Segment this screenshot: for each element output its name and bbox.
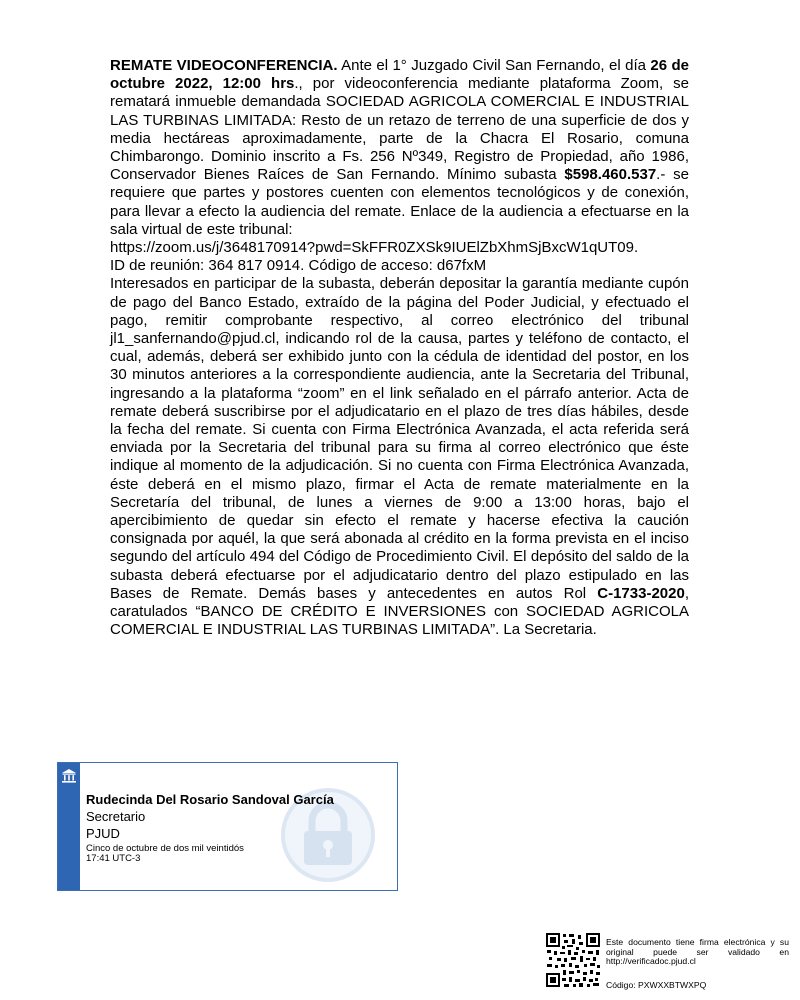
signature-date: Cinco de octubre de dos mil veintidós: [86, 843, 244, 854]
signer-org: PJUD: [86, 826, 120, 841]
minimum-bid: $598.460.537: [564, 166, 657, 184]
bank-icon: [61, 768, 77, 789]
document-body: [110, 57, 689, 640]
bidders-paragraph: Interesados en participar de la subasta, deberán depositar la garantía mediante cupón de pago del Banco Estado, extraído de la página del Poder Judicial, y efectuado el pago, remitir comprobante respectivo, al correo electrónico del tribunal jl1_sanfernando@pjud.cl, indicando rol de la causa, partes y teléfono de contacto, el cual, además, deberá ser exhibido junto con la cédula de identidad del postor, en los 30 minutos anteriores a la correspondiente audiencia, ante la Secretaria del Tribunal, ingresando a la plataforma “zoom” en el link señalado en el párrafo anterior. Acta de remate deberá suscribirse por el adjudicatario en el plazo de tres días hábiles, desde la fecha del remate. Si cuenta con Firma Electrónica Avanzada, el acta referida será enviada por la Secretaria del tribunal para su firma al correo electrónico que éste indique al momento de la adjudicación. Si no cuenta con Firma Electrónica Avanzada, éste deberá en el mismo plazo, firmar el Acta de remate materialmente en la Secretaría del tribunal, de lunes a viernes de 9:00 a 13:00 horas, bajo el apercibimiento de quedar sin efecto el remate y hacerse efectiva la caución consignada por aquél, la que será abonada al crédito en la forma prevista en el inciso segundo del artículo 494 del Código de Procedimiento Civil. El depósito del saldo de la subasta deberá efectuarse por el adjudicatario dentro del plazo estipulado en las Bases de Remate. Demás bases y antecedentes en autos Rol C-1733-2020, caratulados “BANCO DE CRÉDITO E INVERSIONES con SOCIEDAD AGRICOLA COMERCIAL E INDUSTRIAL LAS TURBINAS LIMITADA”. La Secretaria.: [110, 275, 689, 639]
meeting-info: ID de reunión: 364 817 0914. Código de acceso: d67fxM: [110, 257, 487, 275]
case-rol: C-1733-2020: [597, 584, 685, 602]
signature-stripe: [58, 763, 80, 890]
auction-date: 26 de octubre 2022, 12:00 hrs: [110, 57, 690, 93]
signer-name: Rudecinda Del Rosario Sandoval García: [86, 792, 334, 807]
verification-code: Código: PXWXXBTWXPQ: [606, 980, 707, 990]
qr-code-icon: [545, 932, 601, 993]
zoom-link[interactable]: https://zoom.us/j/3648170914?pwd=SkFFR0ZXSk9IUElZbXhmSjBxcW1qUT09.: [110, 239, 639, 257]
signature-box: [57, 762, 398, 891]
signature-details: [86, 792, 334, 864]
verification-notice: Este documento tiene firma electrónica y su original puede ser validado en http://verificadoc.pjud.cl: [606, 937, 789, 967]
signer-role: Secretario: [86, 809, 146, 824]
auction-heading: REMATE VIDEOCONFERENCIA.: [110, 57, 338, 74]
signature-time: 17:41 UTC-3: [86, 853, 141, 864]
auction-paragraph: REMATE VIDEOCONFERENCIA. Ante el 1° Juzgado Civil San Fernando, el día 26 de octubre 2022, 12:00 hrs., por videoconferencia mediante plataforma Zoom, se rematará inmueble demandada SOCIEDAD AGRICOLA COMERCIAL E INDUSTRIAL LAS TURBINAS LIMITADA: Resto de un retazo de terreno de una superficie de dos y media hectáreas aproximadamente, parte de la Chacra El Rosario, comuna Chimbarongo. Dominio inscrito a Fs. 256 Nº349, Registro de Propiedad, año 1986, Conservador Bienes Raíces de San Fernando. Mínimo subasta $598.460.537.- se requiere que partes y postores cuenten con elementos tecnológicos y de conexión, para llevar a efecto la audiencia del remate. Enlace de la audiencia a efectuarse en la sala virtual de este tribunal:: [110, 57, 690, 238]
